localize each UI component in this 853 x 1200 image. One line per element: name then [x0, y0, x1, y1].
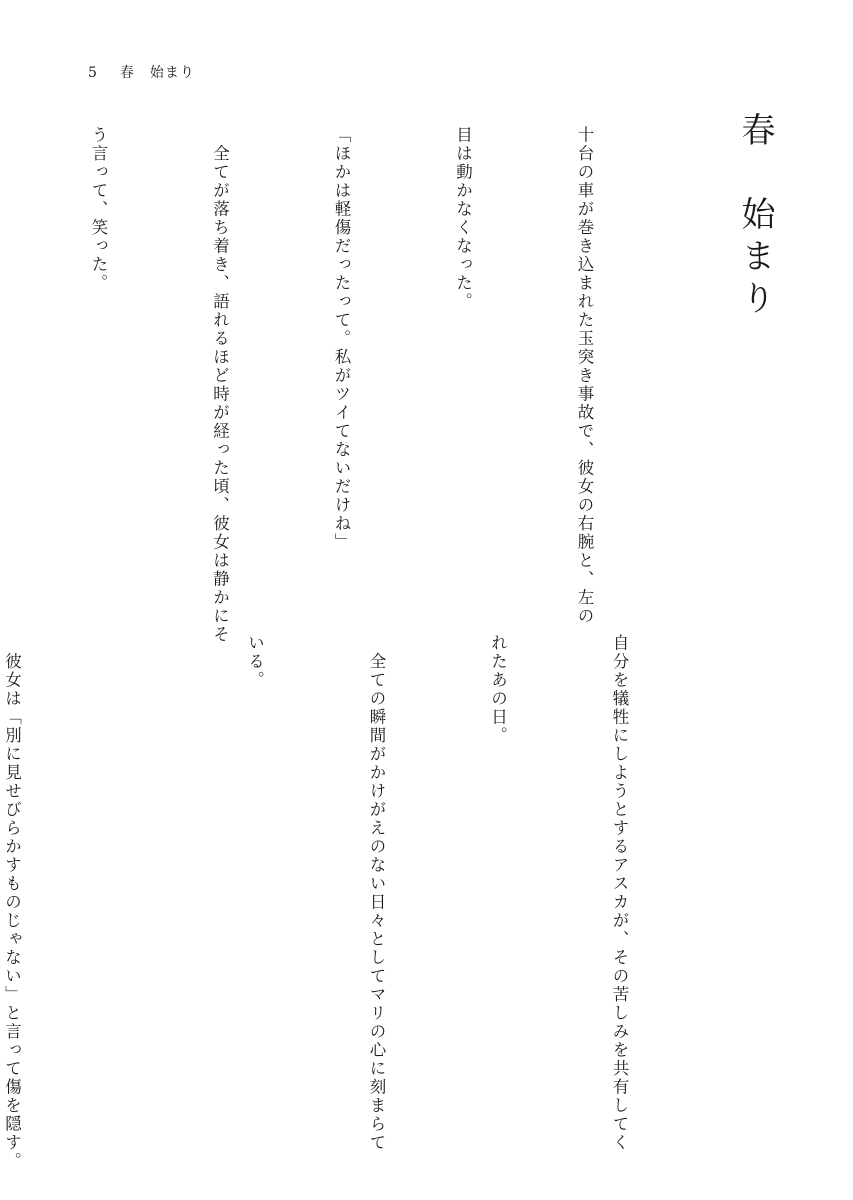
text-line: 全てが落ち着き、語れるほど時が経った頃、彼女は静かにそ	[210, 126, 230, 644]
running-head	[88, 62, 195, 82]
chapter-title: 春 始まり	[735, 112, 775, 322]
body-text-top	[85, 126, 685, 644]
text-line: 「ほかは軽傷だったって。私がツイてないだけね」	[332, 126, 351, 552]
text-line: 彼女は「別に見せびらかすものじゃない」と言って傷を隠す。	[2, 634, 22, 1171]
body-text-bottom	[2, 634, 720, 1171]
running-head-chapter: 春 始まり	[119, 65, 195, 81]
page-number: 5	[88, 65, 98, 81]
text-line: れたあの日。	[488, 634, 508, 745]
text-line	[113, 634, 154, 1164]
text-line: いる。	[245, 634, 265, 690]
text-line: う言って、笑った。	[89, 126, 108, 293]
text-line: 自分を犠牲にしようとするアスカが、その苦しみを共有してく	[610, 634, 629, 1152]
text-line: 目は動かなくなった。	[453, 126, 473, 311]
text-line: 全ての瞬間がかけがえのない日々としてマリの心に刻まらて	[367, 634, 386, 1152]
text-line: 十台の車が巻き込まれた玉突き事故で、彼女の右腕と、左の	[575, 126, 594, 626]
